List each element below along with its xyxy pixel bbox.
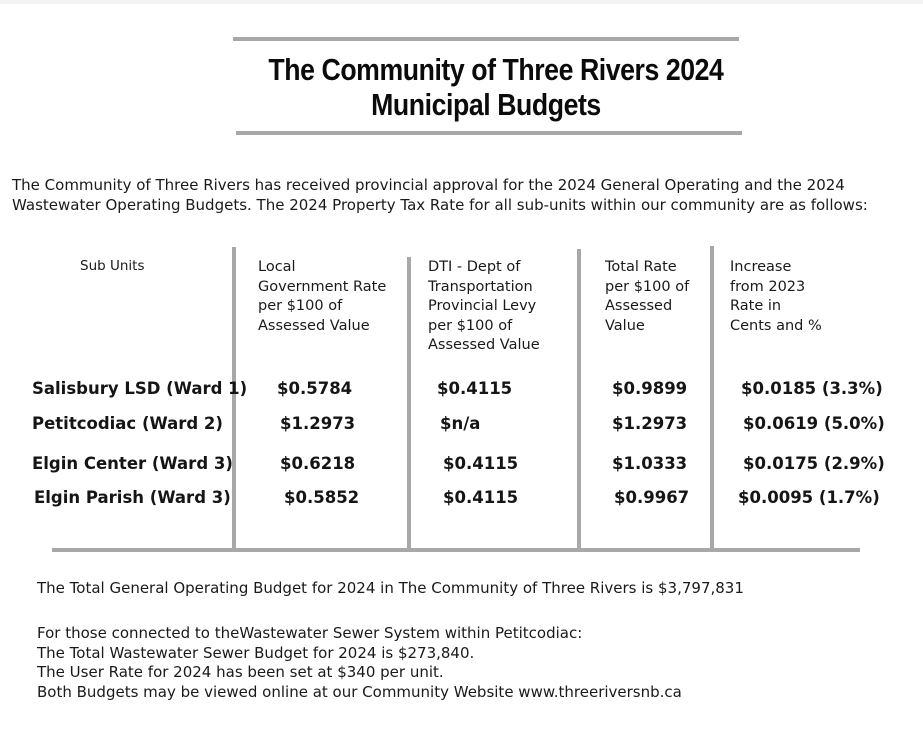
row-local-petitcodiac: $1.2973 bbox=[280, 414, 356, 433]
title-bottom-rule bbox=[236, 131, 742, 135]
row-increase-petitcodiac: $0.0619 (5.0%) bbox=[743, 414, 885, 433]
header-local-line: Local bbox=[258, 259, 296, 275]
page-title bbox=[268, 52, 724, 122]
row-increase-salisbury: $0.0185 (3.3%) bbox=[741, 379, 883, 398]
intro-paragraph bbox=[12, 175, 917, 215]
row-dti-petitcodiac: $n/a bbox=[440, 414, 481, 433]
intro-line-2: Wastewater Operating Budgets. The 2024 Property Tax Rate for all sub-units within our community are as follows: bbox=[12, 196, 868, 214]
header-increase-line: Cents and % bbox=[730, 317, 822, 334]
header-dti-line: Assessed Value bbox=[428, 337, 540, 353]
row-increase-elgin-parish: $0.0095 (1.7%) bbox=[738, 488, 880, 507]
row-total-elgin-parish: $0.9967 bbox=[614, 488, 690, 507]
wastewater-info bbox=[37, 624, 682, 702]
header-local-line: per $100 of bbox=[258, 298, 343, 314]
header-local-line: Government Rate bbox=[258, 278, 387, 295]
table-bottom-rule bbox=[52, 548, 860, 552]
row-total-elgin-center: $1.0333 bbox=[612, 454, 688, 473]
header-dti-levy bbox=[428, 258, 540, 356]
header-increase bbox=[730, 258, 822, 336]
header-increase-line: Increase bbox=[730, 259, 792, 275]
wastewater-line: The Total Wastewater Sewer Budget for 2024 is $273,840. bbox=[37, 643, 475, 662]
title-line-1: The Community of Three Rivers 2024 bbox=[268, 52, 724, 87]
row-local-elgin-parish: $0.5852 bbox=[284, 488, 360, 507]
header-dti-line: per $100 of bbox=[428, 317, 513, 334]
header-increase-line: Rate in bbox=[730, 298, 782, 314]
wastewater-line: The User Rate for 2024 has been set at $340 per unit. bbox=[37, 663, 444, 681]
column-divider bbox=[232, 247, 236, 550]
row-unit-elgin-center: Elgin Center (Ward 3) bbox=[32, 454, 233, 473]
row-local-salisbury: $0.5784 bbox=[277, 379, 353, 398]
intro-line-1: The Community of Three Rivers has received provincial approval for the 2024 General Operating and the 2024 bbox=[12, 176, 845, 194]
header-local-rate bbox=[258, 258, 386, 336]
header-dti-line: DTI - Dept of bbox=[428, 259, 521, 275]
header-total-line: Value bbox=[605, 317, 645, 334]
column-divider bbox=[710, 246, 714, 550]
row-increase-elgin-center: $0.0175 (2.9%) bbox=[743, 454, 885, 473]
top-strip bbox=[0, 0, 923, 4]
header-total-rate bbox=[605, 258, 689, 336]
wastewater-line: For those connected to theWastewater Sewer System within Petitcodiac: bbox=[37, 624, 583, 642]
column-divider bbox=[407, 257, 411, 550]
header-increase-line: from 2023 bbox=[730, 278, 806, 295]
row-unit-salisbury: Salisbury LSD (Ward 1) bbox=[32, 379, 248, 398]
header-total-line: Assessed bbox=[605, 298, 673, 314]
header-local-line: Assessed Value bbox=[258, 317, 370, 334]
header-sub-units: Sub Units bbox=[80, 258, 145, 274]
header-dti-line: Transportation bbox=[428, 278, 533, 295]
row-unit-elgin-parish: Elgin Parish (Ward 3) bbox=[34, 488, 231, 507]
title-top-rule bbox=[233, 37, 739, 41]
row-total-petitcodiac: $1.2973 bbox=[612, 414, 688, 433]
row-local-elgin-center: $0.6218 bbox=[280, 454, 356, 473]
website-line: Both Budgets may be viewed online at our Community Website www.threeriversnb.ca bbox=[37, 682, 682, 701]
title-line-2: Municipal Budgets bbox=[371, 87, 601, 122]
column-divider bbox=[577, 249, 581, 550]
header-total-line: per $100 of bbox=[605, 278, 690, 295]
row-dti-elgin-parish: $0.4115 bbox=[443, 488, 519, 507]
general-budget-text: The Total General Operating Budget for 2024 in The Community of Three Rivers is $3,797,831 bbox=[37, 579, 744, 597]
header-total-line: Total Rate bbox=[605, 259, 677, 275]
row-total-salisbury: $0.9899 bbox=[612, 379, 688, 398]
row-dti-salisbury: $0.4115 bbox=[437, 379, 513, 398]
header-dti-line: Provincial Levy bbox=[428, 298, 537, 314]
row-unit-petitcodiac: Petitcodiac (Ward 2) bbox=[32, 414, 223, 433]
row-dti-elgin-center: $0.4115 bbox=[443, 454, 519, 473]
